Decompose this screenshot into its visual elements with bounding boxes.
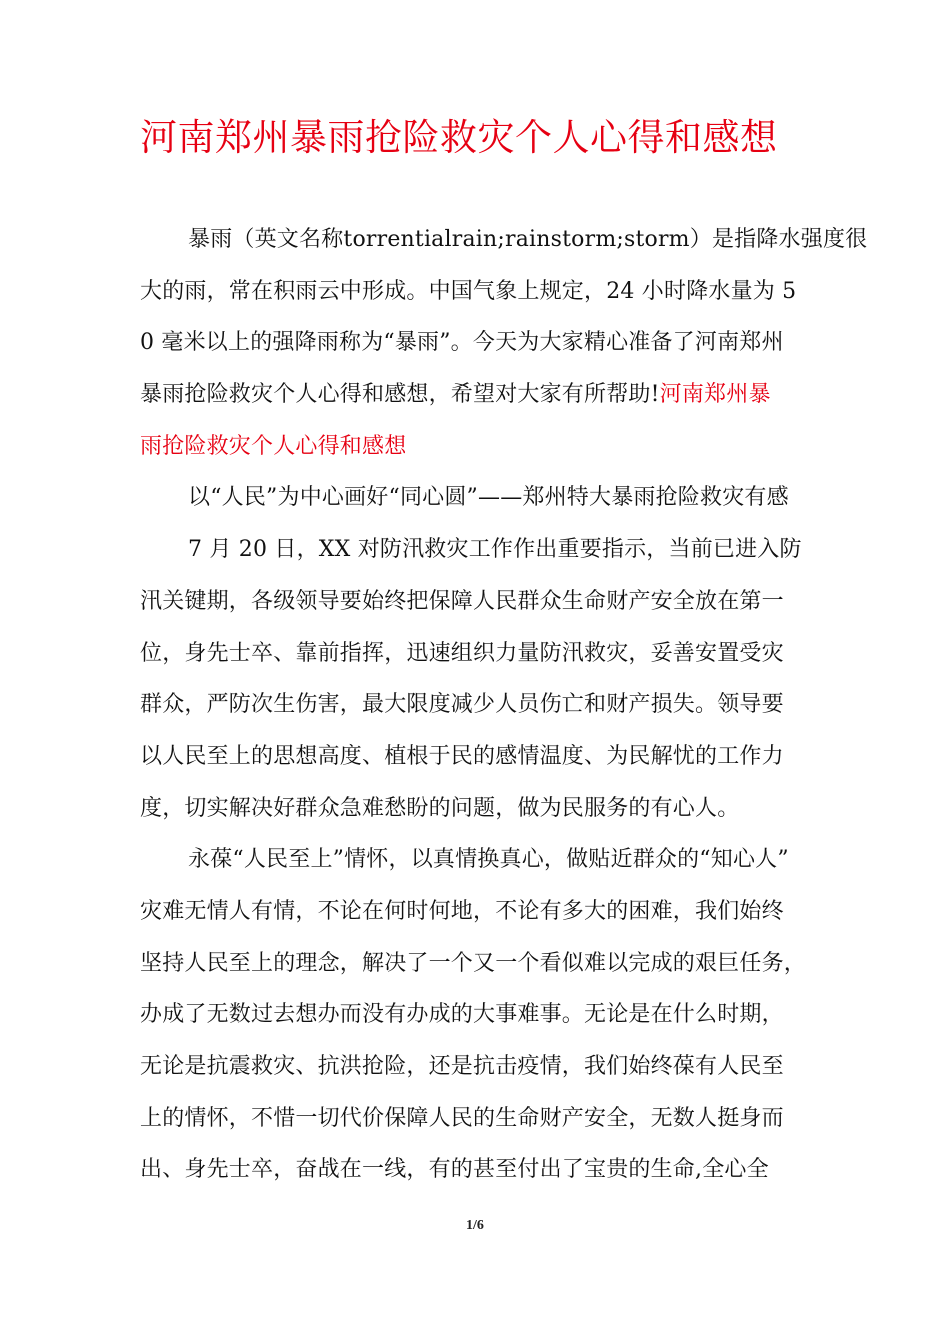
paragraph-line: 群众，严防次生伤害，最大限度减少人员伤亡和财产损失。领导要 — [140, 692, 784, 718]
paragraph-line: 度，切实解决好群众急难愁盼的问题，做为民服务的有心人。 — [140, 795, 740, 821]
paragraph-line: 位，身先士卒、靠前指挥，迅速组织力量防汛救灾，妥善安置受灾 — [140, 640, 784, 666]
document-body — [140, 214, 868, 1196]
title-link[interactable]: 河南郑州暴 — [659, 382, 771, 408]
page-number: 1/6 — [466, 1218, 484, 1233]
paragraph-line-with-link — [140, 369, 830, 421]
paragraph-line: 以人民至上的思想高度、植根于民的感情温度、为民解忧的工作力 — [140, 743, 784, 769]
paragraph-line: 办成了无数过去想办而没有办成的大事难事。无论是在什么时期， — [140, 1002, 784, 1028]
paragraph-line: 0 毫米以上的强降雨称为“暴雨”。今天为大家精心准备了河南郑州 — [140, 330, 784, 356]
paragraph-line: 坚持人民至上的理念，解决了一个又一个看似难以完成的艰巨任务， — [140, 950, 807, 976]
paragraph-line: 上的情怀，不惜一切代价保障人民的生命财产安全，无数人挺身而 — [140, 1105, 784, 1131]
subheading: 永葆“人民至上”情怀，以真情换真心，做贴近群众的“知心人” — [188, 847, 789, 873]
paragraph-line: 灾难无情人有情，不论在何时何地，不论有多大的困难，我们始终 — [140, 898, 784, 924]
paragraph-line: 无论是抗震救灾、抗洪抢险，还是抗击疫情，我们始终葆有人民至 — [140, 1054, 784, 1079]
subheading: 以“人民”为中心画好“同心圆”——郑州特大暴雨抢险救灾有感 — [188, 485, 789, 511]
paragraph-line: 7 月 20 日，XX 对防汛救灾工作作出重要指示，当前已进入防 — [188, 537, 802, 563]
paragraph-line: 大的雨，常在积雨云中形成。中国气象上规定，24 小时降水量为 5 — [140, 278, 797, 304]
paragraph-line: 出、身先士卒，奋战在一线，有的甚至付出了宝贵的生命,全心全 — [140, 1157, 769, 1183]
title-link-continued[interactable]: 雨抢险救灾个人心得和感想 — [140, 433, 407, 459]
paragraph-line: 汛关键期，各级领导要始终把保障人民群众生命财产安全放在第一 — [140, 588, 784, 614]
paragraph-text: 暴雨抢险救灾个人心得和感想，希望对大家有所帮助! — [140, 382, 660, 408]
document-title: 河南郑州暴雨抢险救灾个人心得和感想 — [140, 116, 778, 159]
paragraph-line: 暴雨（英文名称torrentialrain;rainstorm;storm）是指降水强度很 — [188, 227, 868, 252]
